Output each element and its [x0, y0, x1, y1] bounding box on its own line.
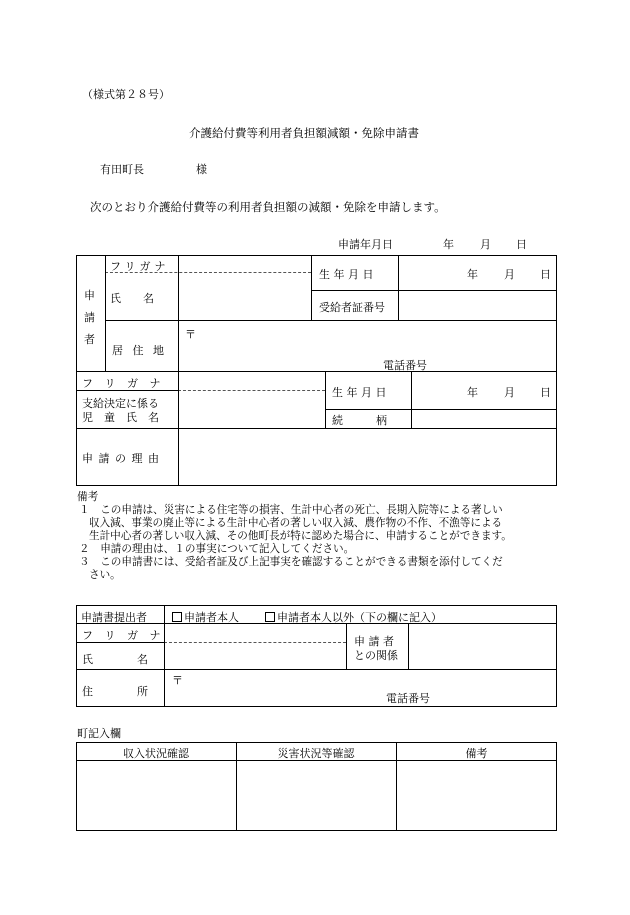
office-col-remarks: 備考: [465, 747, 488, 760]
note-item-1: １ この申請は、災害による住宅等の損害、生計中心者の死亡、長期入院等による著しい 収入減、事業の廃止等による生計中心者の著しい収入減、農作物の不作、不漁等による 生計中心者の著しい収入減、その他町長が特に認めた場合に、申請することができます。: [79, 504, 512, 542]
child-furigana-label: フ リ ガ ナ: [82, 377, 165, 390]
applicant-postal-mark: 〒: [185, 328, 196, 341]
applicant-address-label: 居 住 地: [112, 344, 167, 357]
submitter-relation-line2: との関係: [354, 649, 398, 662]
option-applicant-self[interactable]: 申請者本人: [172, 609, 239, 625]
applicant-birth-year: 年: [467, 268, 478, 281]
apply-date-label: 申請年月日: [338, 238, 393, 251]
apply-date-day: 日: [516, 238, 527, 251]
cert-number-label: 受給者証番号: [319, 301, 385, 314]
applicant-birth-label: 生 年 月 日: [319, 268, 374, 281]
form-number: （様式第２８号）: [82, 88, 170, 101]
apply-date-month: 月: [480, 238, 491, 251]
checkbox-icon[interactable]: [172, 612, 182, 622]
applicant-birth-day: 日: [540, 268, 551, 281]
notes-list: [79, 504, 557, 582]
child-name-label-line2: 児 童 氏 名: [82, 411, 159, 424]
office-use-heading: 町記入欄: [77, 727, 121, 740]
submitter-name-label: 氏 名: [82, 653, 148, 666]
submitter-phone-label: 電話番号: [386, 692, 430, 705]
child-birth-year: 年: [467, 386, 478, 399]
intro-text: 次のとおり介護給付費等の利用者負担額の減額・免除を申請します。: [90, 200, 446, 214]
child-relation-label: 続 柄: [332, 414, 387, 427]
submitter-furigana-label: フ リ ガ ナ: [82, 629, 165, 642]
reason-label: 申 請 の 理 由: [82, 452, 160, 465]
honorific: 様: [196, 163, 207, 176]
note-item-3: ３ この申請書には、受給者証及び上記事実を確認することができる書類を添付してくだ さい。: [79, 556, 503, 581]
submitter-address-label: 住 所: [82, 685, 148, 698]
checkbox-icon[interactable]: [265, 612, 275, 622]
child-birth-label: 生 年 月 日: [332, 386, 387, 399]
addressee: 有田町長: [100, 163, 144, 176]
child-birth-month: 月: [504, 386, 515, 399]
page-title: 介護給付費等利用者負担額減額・免除申請書: [189, 126, 419, 140]
office-col-disaster: 災害状況等確認: [277, 747, 355, 760]
note-item-2: ２ 申請の理由は、１の事実について記入してください。: [79, 543, 355, 555]
applicant-furigana-label: フリガナ: [110, 260, 170, 273]
notes-heading: 備考: [77, 491, 99, 503]
applicant-name-label: 氏 名: [110, 292, 154, 305]
apply-date-year: 年: [443, 238, 454, 251]
applicant-section-label: 申 請 者: [84, 289, 95, 346]
submitter-relation-line1: 申 請 者: [354, 635, 394, 648]
office-col-income: 収入状況確認: [123, 747, 189, 760]
child-birth-day: 日: [540, 386, 551, 399]
submitter-label: 申請書提出者: [81, 611, 147, 624]
submitter-postal-mark: 〒: [172, 674, 183, 687]
option-applicant-other[interactable]: 申請者本人以外（下の欄に記入）: [265, 609, 442, 625]
applicant-phone-label: 電話番号: [383, 359, 427, 372]
applicant-birth-month: 月: [504, 268, 515, 281]
child-name-label-line1: 支給決定に係る: [82, 397, 159, 410]
